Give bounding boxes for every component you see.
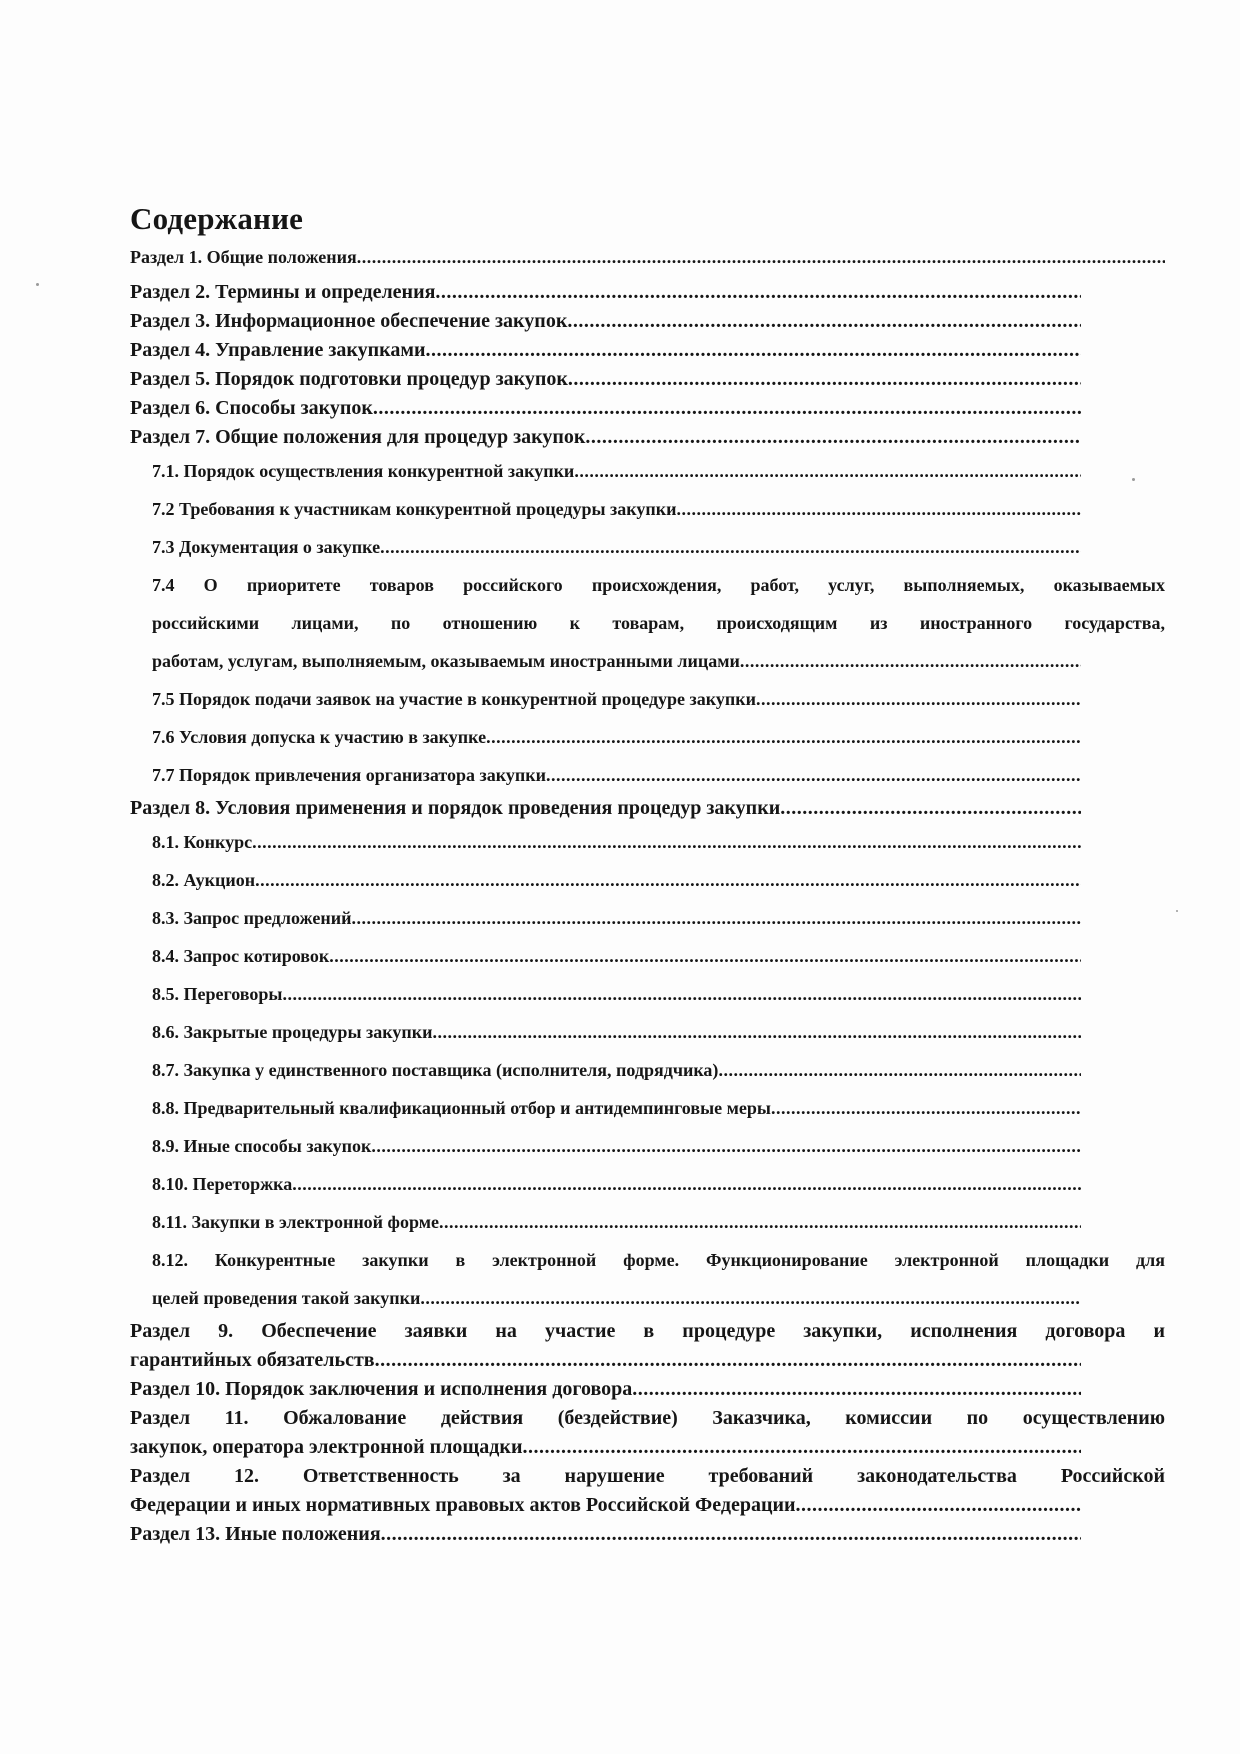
toc-subsection-entry [130,1089,1165,1127]
dot-leader [585,423,1081,452]
toc-entry-text: закупок, оператора электронной площадки [130,1436,523,1458]
toc-entry-text: 8.4. Запрос котировок [152,946,330,966]
toc-entry-line [130,1491,1165,1520]
dot-leader [381,1520,1081,1549]
toc-subsection-entry [130,680,1165,718]
toc-entry-line [130,861,1165,899]
dot-leader [756,680,1081,718]
toc-entry-text: гарантийных обязательств [130,1349,375,1371]
toc-entry-wrapped-text [130,1462,1165,1491]
toc-entry-line [130,823,1165,861]
toc-subsection-entry [130,1051,1165,1089]
toc-entry-text: Раздел 1. Общие положения [130,247,357,267]
dot-leader [677,490,1081,528]
toc-section-entry [130,423,1165,452]
toc-entry-text: 7.2 Требования к участникам конкурентной процедуры закупки [152,499,677,519]
toc-entry-line [130,1127,1165,1165]
scan-speck [1176,910,1178,912]
toc-entry-text: 8.7. Закупка у единственного поставщика (исполнителя, подрядчика) [152,1060,719,1080]
toc-entry-line [130,490,1165,528]
toc-section-entry [130,1520,1165,1549]
toc-entry-text: 8.10. Переторжка [152,1174,293,1194]
toc-entry-line [130,278,1165,307]
toc-subsection-entry [130,823,1165,861]
toc-subsection-entry [130,899,1165,937]
dot-leader [486,718,1081,756]
toc-section-entry [130,278,1165,307]
dot-leader [255,861,1081,899]
toc-entry-text: 8.1. Конкурс [152,832,253,852]
toc-subsection-entry [130,1013,1165,1051]
toc-section-entry [130,336,1165,365]
toc-entry-text: Раздел 11. Обжалование действия (бездействие) Заказчика, комиссии по осуществлению [130,1407,1165,1429]
toc-section-entry [130,1375,1165,1404]
toc-title: Содержание [130,201,304,236]
toc-section-entry [130,365,1165,394]
toc-subsection-entry [130,1241,1165,1317]
toc-entry-line [130,1375,1165,1404]
toc-entry-wrapped-text [130,566,1165,642]
toc-entry-text: Раздел 10. Порядок заключения и исполнения договора [130,1378,633,1400]
toc-section-entry [130,244,1165,270]
toc-subsection-entry [130,1165,1165,1203]
toc-entry-line [130,365,1165,394]
toc-entry-line [130,642,1165,680]
dot-leader [574,452,1081,490]
dot-leader [546,756,1081,794]
dot-leader [373,394,1081,423]
toc-entry-text: 7.6 Условия допуска к участию в закупке [152,727,487,747]
toc-entry-line [130,1433,1165,1462]
toc-entry-wrapped-text [130,1404,1165,1433]
toc-entry-line [130,937,1165,975]
dot-leader [420,1279,1081,1317]
toc-subsection-entry [130,528,1165,566]
dot-leader [780,794,1081,823]
toc-entry-line [130,394,1165,423]
toc-entry-text: Раздел 3. Информационное обеспечение закупок [130,310,568,332]
toc-entry-line [130,975,1165,1013]
toc-subsection-entry [130,490,1165,528]
dot-leader [329,937,1081,975]
toc-entry-line [130,452,1165,490]
toc-subsection-entry [130,756,1165,794]
toc-section-entry [130,1404,1165,1462]
toc-entry-wrapped-text [130,1317,1165,1346]
dot-leader [796,1491,1081,1520]
toc-entry-text: Федерации и иных нормативных правовых актов Российской Федерации [130,1494,796,1516]
table-of-contents [130,200,1165,1549]
toc-entry-line [130,1051,1165,1089]
toc-section-entry [130,794,1165,823]
toc-entry-line [130,1013,1165,1051]
toc-entry-text: 8.12. Конкурентные закупки в электронной форме. Функционирование электронной площадки для [152,1250,1165,1270]
toc-entry-line [130,1089,1165,1127]
toc-entry-text: 8.5. Переговоры [152,984,283,1004]
dot-leader [282,975,1081,1013]
toc-entry-text: Раздел 13. Иные положения [130,1523,381,1545]
toc-entry-line [130,1203,1165,1241]
toc-entry-line [130,244,1165,270]
toc-entry-text: 7.4 О приоритете товаров российского происхождения, работ, услуг, выполняемых, оказываемых [152,575,1165,595]
dot-leader [375,1346,1081,1375]
toc-entry-line [130,899,1165,937]
toc-subsection-entry [130,1203,1165,1241]
dot-leader [740,642,1081,680]
toc-entry-line [130,528,1165,566]
toc-subsection-entry [130,718,1165,756]
toc-entry-text: 8.2. Аукцион [152,870,256,890]
dot-leader [351,899,1081,937]
toc-entry-text: 8.8. Предварительный квалификационный отбор и антидемпинговые меры [152,1098,771,1118]
dot-leader [567,307,1081,336]
toc-subsection-entry [130,937,1165,975]
toc-subsection-entry [130,1127,1165,1165]
dot-leader [252,823,1081,861]
dot-leader [292,1165,1081,1203]
toc-entry-text: 8.11. Закупки в электронной форме [152,1212,439,1232]
toc-subsection-entry [130,452,1165,490]
toc-section-entry [130,1317,1165,1375]
toc-entry-line [130,423,1165,452]
toc-entry-text: Раздел 7. Общие положения для процедур закупок [130,426,586,448]
dot-leader [439,1203,1081,1241]
toc-entry-text: 8.3. Запрос предложений [152,908,352,928]
toc-entry-wrapped-text [130,1241,1165,1279]
dot-leader [371,1127,1081,1165]
toc-subsection-entry [130,566,1165,680]
toc-entry-line [130,307,1165,336]
dot-leader [632,1375,1081,1404]
toc-section-entry [130,307,1165,336]
toc-entry-text: 7.3 Документация о закупке [152,537,381,557]
dot-leader [771,1089,1081,1127]
toc-entry-line [130,756,1165,794]
toc-entry-line [130,1165,1165,1203]
toc-entry-text: Раздел 12. Ответственность за нарушение требований законодательства Российской [130,1465,1165,1487]
toc-entry-text: 7.1. Порядок осуществления конкурентной закупки [152,461,575,481]
toc-entry-line [130,336,1165,365]
toc-entry-line [130,1279,1165,1317]
dot-leader [380,528,1081,566]
toc-entry-text: работам, услугам, выполняемым, оказываемым иностранными лицами [152,651,740,671]
toc-entry-text: Раздел 2. Термины и определения [130,281,436,303]
toc-entry-line [130,1520,1165,1549]
toc-entry-text: российскими лицами, по отношению к товарам, происходящим из иностранного государства, [152,613,1165,633]
toc-entry-text: целей проведения такой закупки [152,1288,421,1308]
dot-leader [432,1013,1081,1051]
toc-entry-text: Раздел 4. Управление закупками [130,339,426,361]
toc-entry-text: 8.6. Закрытые процедуры закупки [152,1022,433,1042]
toc-entry-text: Раздел 9. Обеспечение заявки на участие в процедуре закупки, исполнения договора и [130,1320,1165,1342]
scan-speck [36,283,39,286]
dot-leader [426,336,1081,365]
dot-leader [357,244,1165,270]
dot-leader [435,278,1081,307]
toc-list [130,244,1165,1549]
toc-entry-line [130,718,1165,756]
toc-entry-text: Раздел 6. Способы закупок [130,397,373,419]
toc-entry-text: 8.9. Иные способы закупок [152,1136,372,1156]
toc-entry-text: 7.7 Порядок привлечения организатора закупки [152,765,546,785]
toc-entry-line [130,680,1165,718]
toc-entry-text: 7.5 Порядок подачи заявок на участие в конкурентной процедуре закупки [152,689,757,709]
toc-entry-text: Раздел 5. Порядок подготовки процедур закупок [130,368,568,390]
toc-entry-line [130,1346,1165,1375]
toc-entry-text: Раздел 8. Условия применения и порядок проведения процедур закупки [130,797,781,819]
toc-section-entry [130,394,1165,423]
dot-leader [568,365,1081,394]
toc-subsection-entry [130,861,1165,899]
toc-section-entry [130,1462,1165,1520]
toc-subsection-entry [130,975,1165,1013]
dot-leader [522,1433,1081,1462]
toc-entry-line [130,794,1165,823]
dot-leader [718,1051,1081,1089]
